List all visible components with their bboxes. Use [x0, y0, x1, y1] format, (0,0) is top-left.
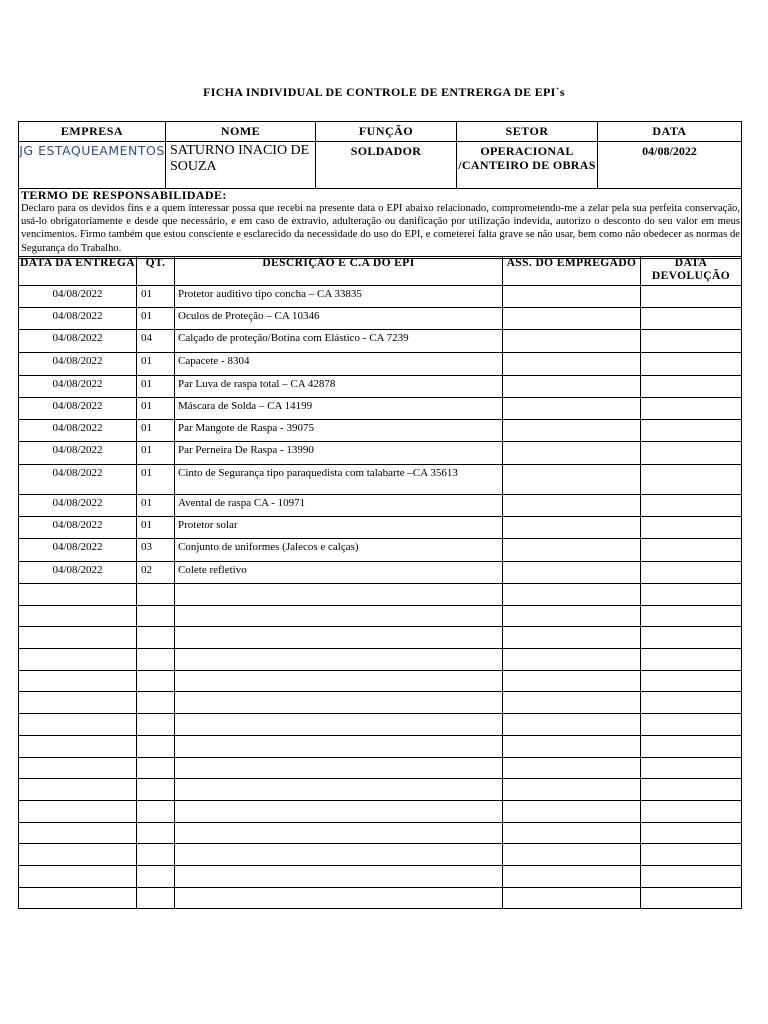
termo-body: Declaro para os devidos fins e a quem interessar possa que recebi na presente data o EPI abaixo relacionado, comprometendo-me a zelar pela sua perfeita conservação, usá-lo obrigatoriamente e desde que necessário, e em caso de extravio, adulteração ou danificação por utilização indevida, autorizo o desconto do seu valor em meus vencimentos. Firmo também que estou consciente e esclarecido da necessidade do uso do EPI, e cometerei falta grave se não usar, bem como não obedecer as normas de Segurança do Trabalho.: [21, 203, 740, 254]
item-description: Colete refletivo: [175, 562, 503, 584]
item-qt: 01: [137, 286, 175, 308]
empty-qt[interactable]: [137, 670, 175, 692]
empty-qt[interactable]: [137, 822, 175, 844]
empty-qt[interactable]: [137, 735, 175, 757]
empty-date[interactable]: [19, 865, 137, 887]
item-description: Avental de raspa CA - 10971: [175, 495, 503, 517]
empty-description[interactable]: [175, 800, 503, 822]
table-row: [19, 442, 742, 465]
empty-return-date[interactable]: [641, 605, 742, 627]
empty-row: [19, 735, 742, 757]
empty-qt[interactable]: [137, 865, 175, 887]
empty-qt[interactable]: [137, 779, 175, 801]
empty-signature[interactable]: [503, 779, 641, 801]
item-signature[interactable]: [503, 353, 641, 376]
empty-date[interactable]: [19, 714, 137, 736]
empty-qt[interactable]: [137, 692, 175, 714]
table-row: [19, 286, 742, 308]
empty-row: [19, 800, 742, 822]
item-return-date[interactable]: [641, 308, 742, 330]
item-qt: 01: [137, 495, 175, 517]
empty-signature[interactable]: [503, 735, 641, 757]
empty-return-date[interactable]: [641, 735, 742, 757]
item-date: 04/08/2022: [19, 353, 137, 376]
item-date: 04/08/2022: [19, 376, 137, 398]
empty-description[interactable]: [175, 735, 503, 757]
empty-return-date[interactable]: [641, 584, 742, 606]
item-description: Par Mangote de Raspa - 39075: [175, 420, 503, 442]
empty-date[interactable]: [19, 627, 137, 649]
item-return-date[interactable]: [641, 465, 742, 495]
item-signature[interactable]: [503, 376, 641, 398]
item-description: Par Perneira De Raspa - 13990: [175, 442, 503, 465]
item-qt: 01: [137, 376, 175, 398]
item-qt: 02: [137, 562, 175, 584]
empty-return-date[interactable]: [641, 800, 742, 822]
empty-description[interactable]: [175, 627, 503, 649]
item-date: 04/08/2022: [19, 562, 137, 584]
empty-row: [19, 692, 742, 714]
empty-description[interactable]: [175, 649, 503, 671]
item-description: Calçado de proteção/Botina com Elástico - CA 7239: [175, 330, 503, 353]
items-header-row: [19, 257, 742, 286]
item-description: Máscara de Solda – CA 14199: [175, 398, 503, 420]
empty-signature[interactable]: [503, 844, 641, 866]
empty-signature[interactable]: [503, 605, 641, 627]
empty-return-date[interactable]: [641, 714, 742, 736]
item-return-date[interactable]: [641, 353, 742, 376]
item-description: Par Luva de raspa total – CA 42878: [175, 376, 503, 398]
empty-qt[interactable]: [137, 605, 175, 627]
employee-info-table: [18, 121, 742, 259]
item-description: Conjunto de uniformes (Jalecos e calças): [175, 539, 503, 562]
empty-row: [19, 822, 742, 844]
item-date: 04/08/2022: [19, 308, 137, 330]
empty-description[interactable]: [175, 605, 503, 627]
col-data-devolucao: DATA DEVOLUÇÃO: [641, 257, 742, 286]
item-signature[interactable]: [503, 442, 641, 465]
item-description: Protetor auditivo tipo concha – CA 33835: [175, 286, 503, 308]
empty-signature[interactable]: [503, 887, 641, 909]
item-qt: 01: [137, 517, 175, 539]
info-header-row: [19, 122, 742, 142]
empty-description[interactable]: [175, 865, 503, 887]
setor-value: OPERACIONAL /CANTEIRO DE OBRAS: [457, 142, 598, 189]
nome-value: SATURNO INACIO DE SOUZA: [166, 142, 316, 189]
item-return-date[interactable]: [641, 562, 742, 584]
item-description: Protetor solar: [175, 517, 503, 539]
empty-qt[interactable]: [137, 844, 175, 866]
empty-date[interactable]: [19, 800, 137, 822]
empty-return-date[interactable]: [641, 779, 742, 801]
empty-qt[interactable]: [137, 584, 175, 606]
item-signature[interactable]: [503, 465, 641, 495]
empty-date[interactable]: [19, 757, 137, 779]
empty-return-date[interactable]: [641, 692, 742, 714]
item-signature[interactable]: [503, 308, 641, 330]
empty-qt[interactable]: [137, 627, 175, 649]
page-title: FICHA INDIVIDUAL DE CONTROLE DE ENTRERGA DE EPI`s: [203, 85, 565, 99]
table-row: [19, 308, 742, 330]
item-date: 04/08/2022: [19, 398, 137, 420]
table-row: [19, 562, 742, 584]
empty-description[interactable]: [175, 822, 503, 844]
item-qt: 01: [137, 442, 175, 465]
item-qt: 01: [137, 420, 175, 442]
empty-description[interactable]: [175, 584, 503, 606]
empty-signature[interactable]: [503, 714, 641, 736]
epi-delivery-table: [18, 256, 742, 909]
table-row: [19, 420, 742, 442]
item-date: 04/08/2022: [19, 517, 137, 539]
empty-description[interactable]: [175, 779, 503, 801]
items-body: [19, 286, 742, 909]
setor-label: SETOR: [457, 122, 598, 142]
empty-description[interactable]: [175, 714, 503, 736]
col-assinatura: ASS. DO EMPREGADO: [503, 257, 641, 286]
empty-date[interactable]: [19, 822, 137, 844]
empty-row: [19, 649, 742, 671]
empty-qt[interactable]: [137, 887, 175, 909]
empty-row: [19, 757, 742, 779]
empty-row: [19, 584, 742, 606]
empty-return-date[interactable]: [641, 670, 742, 692]
item-return-date[interactable]: [641, 376, 742, 398]
empty-date[interactable]: [19, 844, 137, 866]
info-values-row: [19, 142, 742, 189]
empty-row: [19, 887, 742, 909]
item-date: 04/08/2022: [19, 495, 137, 517]
empty-return-date[interactable]: [641, 865, 742, 887]
item-return-date[interactable]: [641, 330, 742, 353]
col-qt: QT.: [137, 257, 175, 286]
item-qt: 01: [137, 308, 175, 330]
item-date: 04/08/2022: [19, 420, 137, 442]
empty-description[interactable]: [175, 887, 503, 909]
termo-row: [19, 189, 742, 259]
empty-signature[interactable]: [503, 670, 641, 692]
nome-label: NOME: [166, 122, 316, 142]
item-signature[interactable]: [503, 539, 641, 562]
empty-row: [19, 865, 742, 887]
empty-date[interactable]: [19, 779, 137, 801]
empty-qt[interactable]: [137, 757, 175, 779]
table-row: [19, 495, 742, 517]
empty-signature[interactable]: [503, 584, 641, 606]
termo-heading: TERMO DE RESPONSABILIDADE:: [21, 188, 227, 202]
col-descricao: DESCRIÇÃO E C.A DO EPI: [175, 257, 503, 286]
empty-signature[interactable]: [503, 649, 641, 671]
data-value: 04/08/2022: [598, 142, 742, 189]
empresa-label: EMPRESA: [19, 122, 166, 142]
item-qt: 01: [137, 353, 175, 376]
item-signature[interactable]: [503, 398, 641, 420]
empty-row: [19, 627, 742, 649]
item-qt: 01: [137, 465, 175, 495]
empresa-value: JG ESTAQUEAMENTOS: [19, 142, 166, 189]
table-row: [19, 376, 742, 398]
empty-qt[interactable]: [137, 649, 175, 671]
empty-signature[interactable]: [503, 800, 641, 822]
empty-date[interactable]: [19, 692, 137, 714]
item-qt: 01: [137, 398, 175, 420]
table-row: [19, 465, 742, 495]
empty-signature[interactable]: [503, 822, 641, 844]
empty-qt[interactable]: [137, 714, 175, 736]
empty-date[interactable]: [19, 605, 137, 627]
data-label: DATA: [598, 122, 742, 142]
item-signature[interactable]: [503, 495, 641, 517]
empty-signature[interactable]: [503, 692, 641, 714]
item-signature[interactable]: [503, 330, 641, 353]
empty-return-date[interactable]: [641, 627, 742, 649]
item-description: Oculos de Proteção – CA 10346: [175, 308, 503, 330]
empty-date[interactable]: [19, 584, 137, 606]
empty-date[interactable]: [19, 735, 137, 757]
item-signature[interactable]: [503, 562, 641, 584]
empty-row: [19, 670, 742, 692]
table-row: [19, 353, 742, 376]
empty-date[interactable]: [19, 649, 137, 671]
item-return-date[interactable]: [641, 517, 742, 539]
empty-row: [19, 714, 742, 736]
empty-description[interactable]: [175, 757, 503, 779]
item-description: Capacete - 8304: [175, 353, 503, 376]
empty-row: [19, 844, 742, 866]
empty-return-date[interactable]: [641, 822, 742, 844]
item-return-date[interactable]: [641, 495, 742, 517]
item-qt: 04: [137, 330, 175, 353]
col-data-entrega: DATA DA ENTREGA: [19, 257, 137, 286]
empty-row: [19, 779, 742, 801]
table-row: [19, 539, 742, 562]
table-row: [19, 398, 742, 420]
empty-signature[interactable]: [503, 865, 641, 887]
table-row: [19, 517, 742, 539]
item-date: 04/08/2022: [19, 465, 137, 495]
empty-description[interactable]: [175, 692, 503, 714]
empty-row: [19, 605, 742, 627]
item-date: 04/08/2022: [19, 442, 137, 465]
termo-section: [19, 189, 742, 259]
item-return-date[interactable]: [641, 539, 742, 562]
item-date: 04/08/2022: [19, 286, 137, 308]
empty-qt[interactable]: [137, 800, 175, 822]
funcao-label: FUNÇÃO: [316, 122, 457, 142]
item-signature[interactable]: [503, 517, 641, 539]
item-date: 04/08/2022: [19, 330, 137, 353]
empty-return-date[interactable]: [641, 844, 742, 866]
item-date: 04/08/2022: [19, 539, 137, 562]
item-return-date[interactable]: [641, 286, 742, 308]
item-return-date[interactable]: [641, 420, 742, 442]
empty-return-date[interactable]: [641, 649, 742, 671]
item-description: Cinto de Segurança tipo paraquedista com talabarte –CA 35613: [175, 465, 503, 495]
empty-date[interactable]: [19, 887, 137, 909]
empty-description[interactable]: [175, 670, 503, 692]
item-qt: 03: [137, 539, 175, 562]
item-return-date[interactable]: [641, 398, 742, 420]
item-signature[interactable]: [503, 420, 641, 442]
item-return-date[interactable]: [641, 442, 742, 465]
empty-description[interactable]: [175, 844, 503, 866]
funcao-value: SOLDADOR: [316, 142, 457, 189]
empty-date[interactable]: [19, 670, 137, 692]
item-signature[interactable]: [503, 286, 641, 308]
empty-return-date[interactable]: [641, 757, 742, 779]
empty-return-date[interactable]: [641, 887, 742, 909]
empty-signature[interactable]: [503, 757, 641, 779]
empty-signature[interactable]: [503, 627, 641, 649]
table-row: [19, 330, 742, 353]
